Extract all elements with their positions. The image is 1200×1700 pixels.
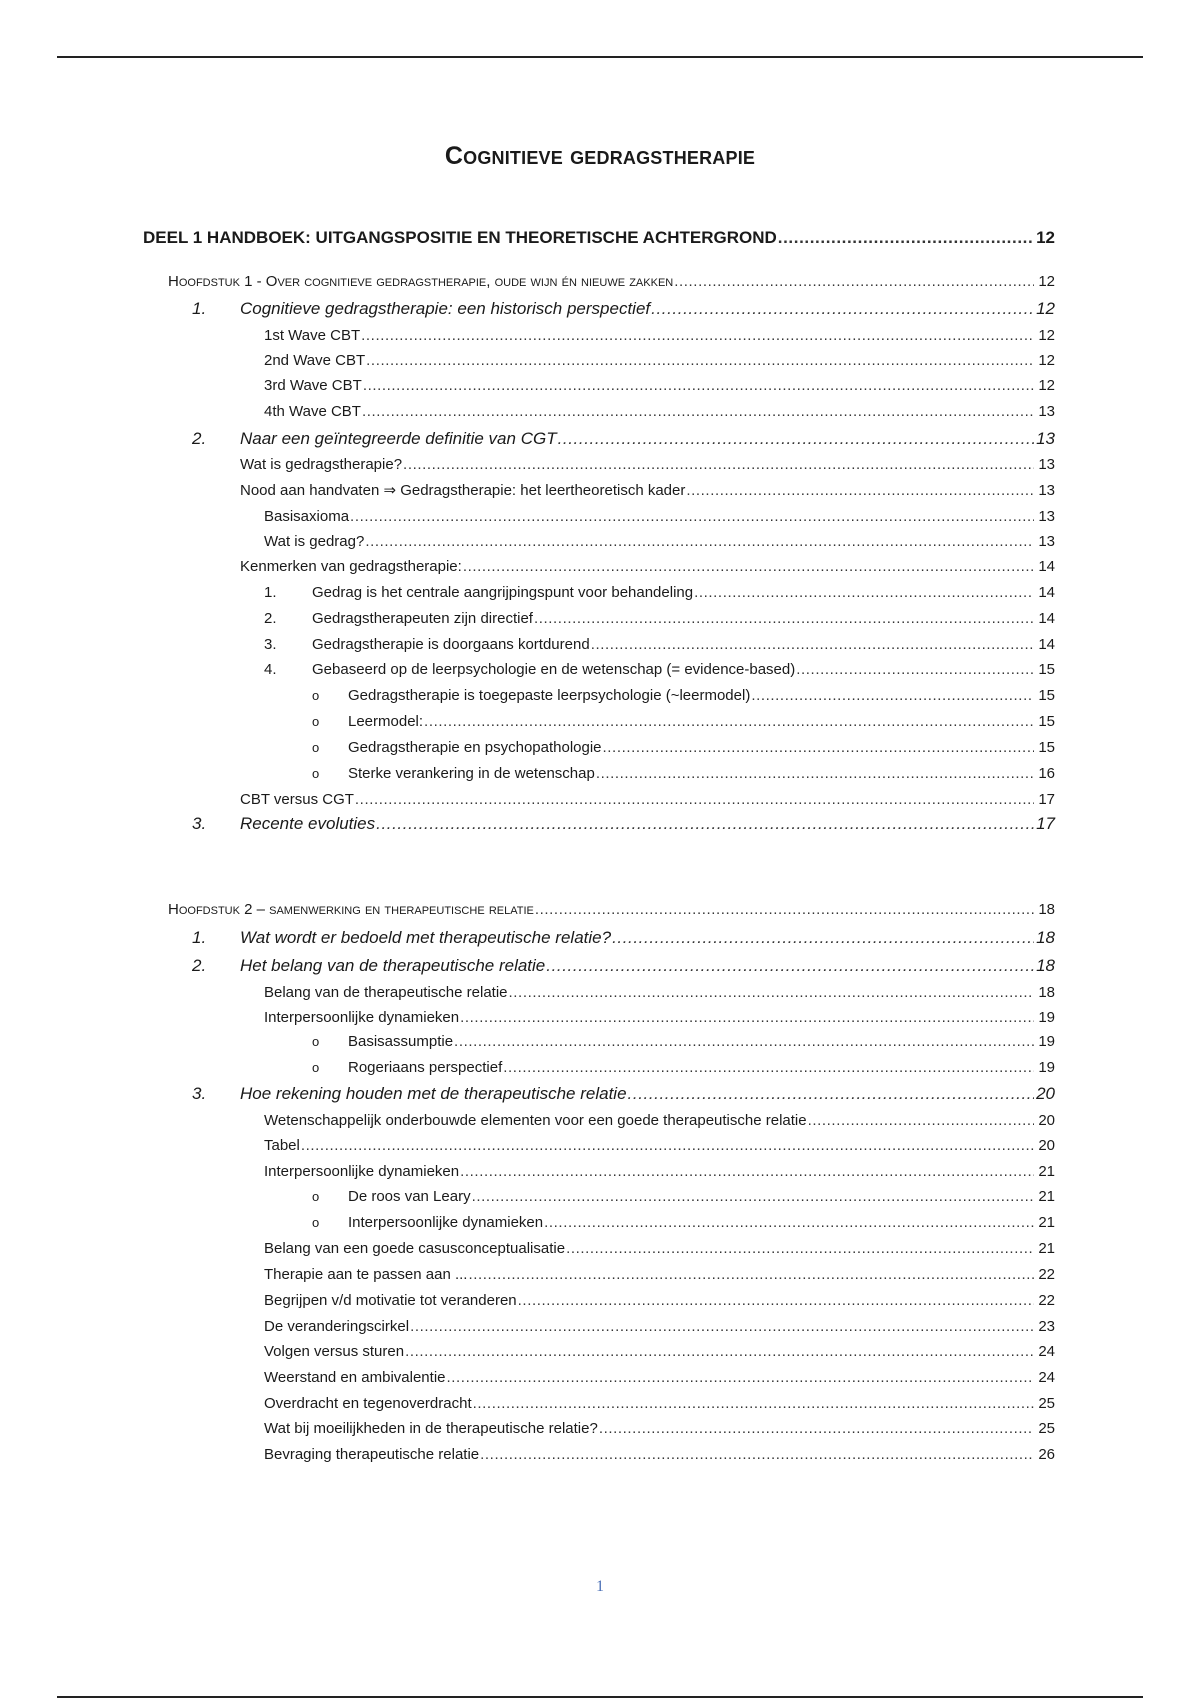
toc-entry[interactable]: Wat bij moeilijkheden in de therapeutische relatie? ..... 25 [264, 1419, 1055, 1439]
footer-rule [57, 1696, 1143, 1698]
toc-bullet-item[interactable]: o De roos van Leary ..... 21 [312, 1187, 1055, 1207]
toc-entry[interactable]: Volgen versus sturen ..... 24 [264, 1342, 1055, 1362]
toc-entry[interactable]: Belang van een goede casusconceptualisatie ..... 21 [264, 1239, 1055, 1259]
toc-entry[interactable]: Therapie aan te passen aan ... ..... 22 [264, 1265, 1055, 1285]
page-number: 1 [596, 1578, 604, 1595]
toc-entry[interactable]: 4th Wave CBT ..... 13 [264, 402, 1055, 422]
toc-entry[interactable]: Wat is gedrag? ..... 13 [264, 532, 1055, 552]
toc-entry[interactable]: Belang van de therapeutische relatie ..... 18 [264, 983, 1055, 1003]
toc-entry[interactable]: CBT versus CGT ..... 17 [240, 790, 1055, 810]
toc-bullet-item[interactable]: o Gedragstherapie is toegepaste leerpsychologie (~leermodel) ..... 15 [312, 686, 1055, 706]
toc-entry[interactable]: Wat is gedragstherapie? ..... 13 [240, 455, 1055, 475]
toc-entry[interactable]: Interpersoonlijke dynamieken ..... 19 [264, 1008, 1055, 1028]
toc-entry[interactable]: Bevraging therapeutische relatie ..... 26 [264, 1445, 1055, 1465]
toc-chapter-1[interactable]: Hoofdstuk 1 - Over cognitieve gedragstherapie, oude wijn én nieuwe zakken ..... 12 [168, 272, 1055, 292]
toc-chapter-2[interactable]: Hoofdstuk 2 – samenwerking en therapeutische relatie ..... 18 [168, 900, 1055, 920]
toc-entry[interactable]: Tabel ..... 20 [264, 1136, 1055, 1156]
toc-entry[interactable]: Nood aan handvaten ⇒ Gedragstherapie: het leertheoretisch kader ..... 13 [240, 481, 1055, 501]
toc-entry[interactable]: Basisaxioma ..... 13 [264, 507, 1055, 527]
header-rule [57, 56, 1143, 58]
toc-entry[interactable]: 1st Wave CBT ..... 12 [264, 326, 1055, 346]
toc-entry[interactable]: 2nd Wave CBT ..... 12 [264, 351, 1055, 371]
toc-list-item[interactable]: 3. Gedragstherapie is doorgaans kortdurend ..... 14 [264, 635, 1055, 655]
toc-entry[interactable]: Weerstand en ambivalentie ..... 24 [264, 1368, 1055, 1388]
toc-entry[interactable]: Overdracht en tegenoverdracht ..... 25 [264, 1394, 1055, 1414]
document-title: Cognitieve gedragstherapie [444, 142, 756, 170]
toc-list-item[interactable]: 1. Gedrag is het centrale aangrijpingspunt voor behandeling ..... 14 [264, 583, 1055, 603]
toc-section-1-3[interactable]: 3. Recente evoluties ..... 17 [192, 814, 1055, 834]
toc-section-1-1[interactable]: 1. Cognitieve gedragstherapie: een historisch perspectief ..... 12 [192, 299, 1055, 319]
toc-entry[interactable]: De veranderingscirkel ..... 23 [264, 1317, 1055, 1337]
toc-entry[interactable]: Kenmerken van gedragstherapie: ..... 14 [240, 557, 1055, 577]
toc-bullet-item[interactable]: o Leermodel: ..... 15 [312, 712, 1055, 732]
toc-entry[interactable]: Interpersoonlijke dynamieken ..... 21 [264, 1162, 1055, 1182]
toc-section-2-2[interactable]: 2. Het belang van de therapeutische relatie ..... 18 [192, 956, 1055, 976]
toc-entry[interactable]: Begrijpen v/d motivatie tot veranderen ..... 22 [264, 1291, 1055, 1311]
toc-bullet-item[interactable]: o Rogeriaans perspectief ..... 19 [312, 1058, 1055, 1078]
toc-section-2-1[interactable]: 1. Wat wordt er bedoeld met therapeutische relatie? ..... 18 [192, 928, 1055, 948]
toc-bullet-item[interactable]: o Sterke verankering in de wetenschap ..... 16 [312, 764, 1055, 784]
toc-list-item[interactable]: 4. Gebaseerd op de leerpsychologie en de wetenschap (= evidence-based) ..... 15 [264, 660, 1055, 680]
toc-section-2-3[interactable]: 3. Hoe rekening houden met de therapeutische relatie ..... 20 [192, 1084, 1055, 1104]
toc-section-1-2[interactable]: 2. Naar een geïntegreerde definitie van CGT ..... 13 [192, 429, 1055, 449]
toc-bullet-item[interactable]: o Interpersoonlijke dynamieken ..... 21 [312, 1213, 1055, 1233]
toc-part-1[interactable]: DEEL 1 HANDBOEK: UITGANGSPOSITIE EN THEORETISCHE ACHTERGROND ..... 12 [143, 228, 1055, 248]
toc-bullet-item[interactable]: o Basisassumptie ..... 19 [312, 1032, 1055, 1052]
toc-bullet-item[interactable]: o Gedragstherapie en psychopathologie ..... 15 [312, 738, 1055, 758]
toc-list-item[interactable]: 2. Gedragstherapeuten zijn directief ..... 14 [264, 609, 1055, 629]
toc-entry[interactable]: 3rd Wave CBT ..... 12 [264, 376, 1055, 396]
toc-entry[interactable]: Wetenschappelijk onderbouwde elementen voor een goede therapeutische relatie ..... 20 [264, 1111, 1055, 1131]
